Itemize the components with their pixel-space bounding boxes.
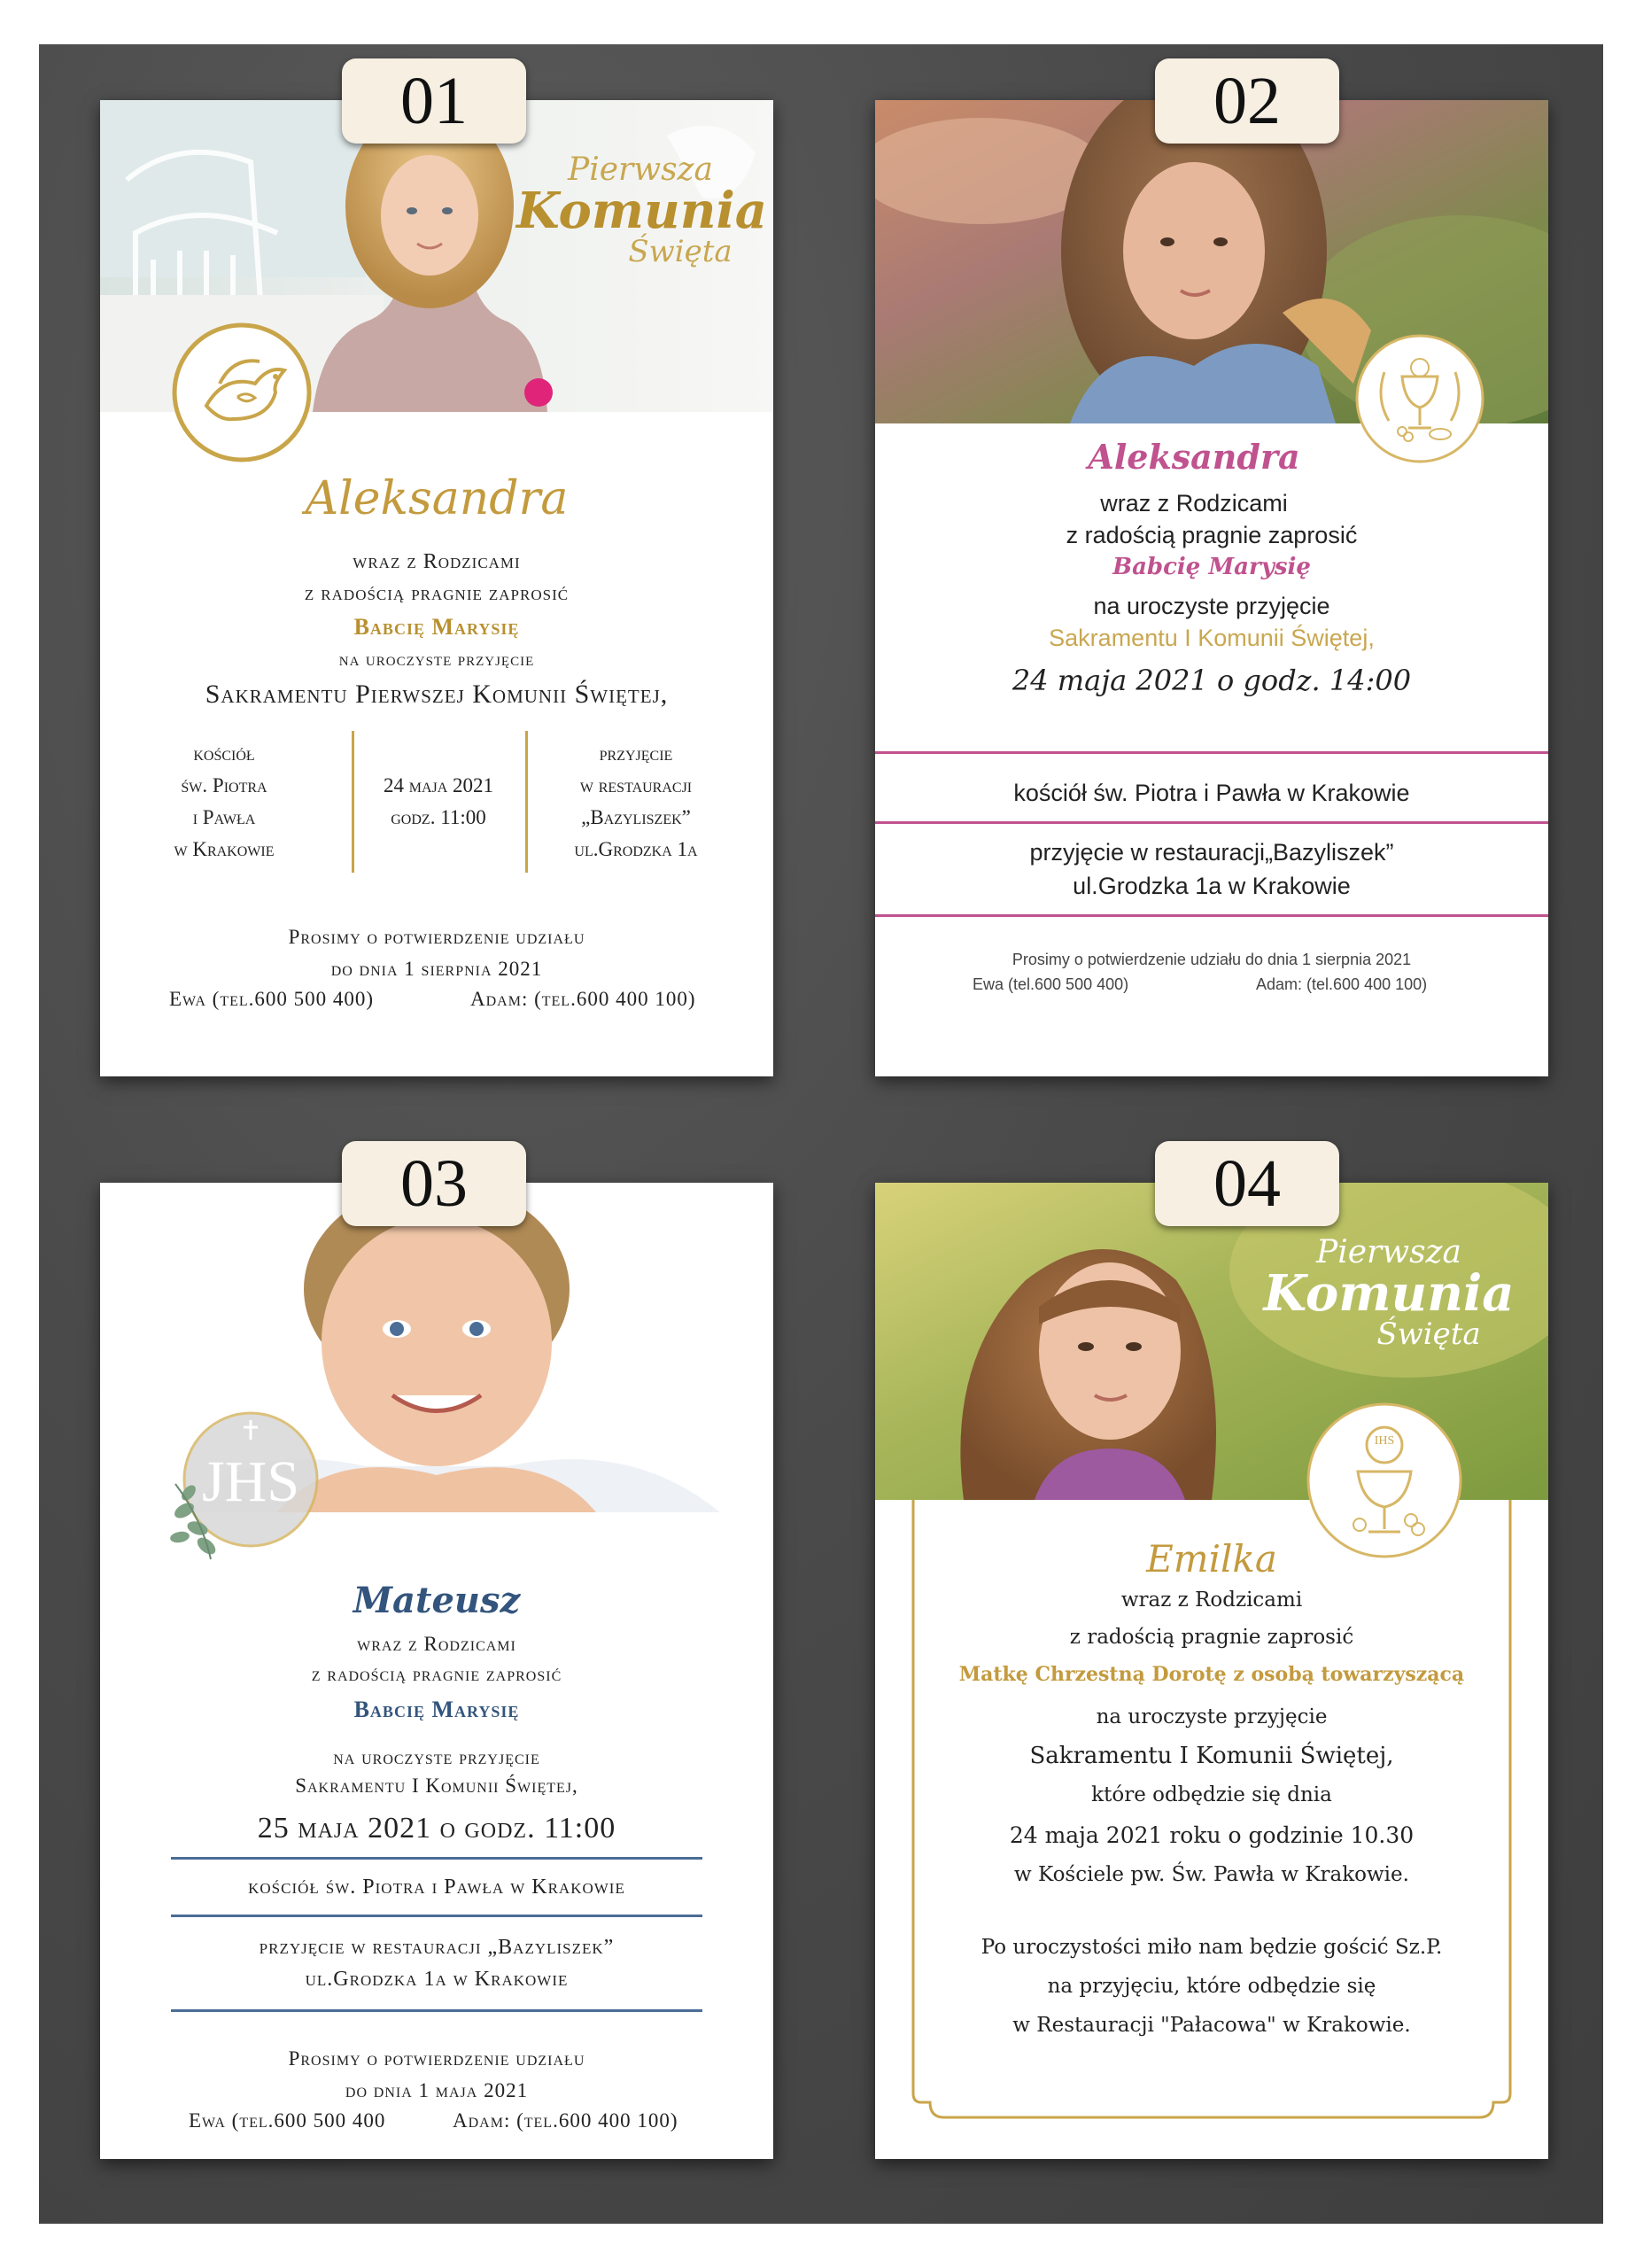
invitation-card-02 — [875, 100, 1548, 1076]
contact-ewa: Ewa (tel.600 500 400) — [169, 988, 375, 1010]
title-word-pierwsza: Pierwsza — [1316, 1234, 1461, 1270]
line-reception: na uroczyste przyjęcie — [333, 1746, 540, 1768]
invitation-card-03 — [100, 1183, 773, 2159]
line-reception: na uroczyste przyjęcie — [338, 648, 535, 670]
line-invite: z radością pragnie zaprosić — [304, 582, 570, 605]
card-number-tab: 02 — [1155, 58, 1339, 144]
jhs-monogram: JHS — [201, 1449, 300, 1514]
child-name: Aleksandra — [305, 472, 569, 525]
line-with-parents: wraz z Rodzicami — [353, 550, 521, 573]
card-number-tab: 01 — [342, 58, 526, 144]
guest-name: Matkę Chrzestną Dorotę z osobą towarzyszącą — [958, 1663, 1465, 1686]
reception-line: przyjęcie — [599, 742, 673, 765]
church-column — [136, 738, 313, 866]
line-reception: na uroczyste przyjęcie — [1096, 1705, 1328, 1728]
divider-line — [171, 1915, 702, 1917]
reception-address: ul.Grodzka 1a w Krakowie — [1073, 873, 1351, 899]
invitation-card-04 — [875, 1183, 1548, 2159]
contact-adam: Adam: (tel.600 400 100) — [453, 2109, 678, 2132]
pierwsza-komunia-title — [1256, 1236, 1522, 1351]
child-name: Mateusz — [353, 1580, 521, 1621]
date-time: 24 maja 2021 roku o godzinie 10.30 — [1009, 1822, 1415, 1848]
date-text: 24 maja 2021 — [383, 774, 494, 796]
title-word-komunia: Komunia — [1263, 1264, 1515, 1323]
jhs-icon — [158, 1404, 326, 1573]
reception-line: na przyjęciu, które odbędzie się — [1047, 1975, 1376, 1998]
title-word-pierwsza: Pierwsza — [568, 151, 713, 188]
date-time: 25 maja 2021 o godz. 11:00 — [257, 1812, 616, 1845]
guest-name: Babcię Marysię — [353, 614, 520, 640]
reception-venue: przyjęcie w restauracji„Bazyliszek” — [1029, 839, 1394, 866]
rsvp-line: Prosimy o potwierdzenie udziału — [288, 2047, 585, 2070]
divider-line — [171, 1857, 702, 1860]
divider-line — [171, 2009, 702, 2012]
divider-line — [875, 751, 1548, 754]
contact-ewa: Ewa (tel.600 500 400) — [973, 975, 1129, 993]
rsvp-line: Prosimy o potwierdzenie udziału — [288, 926, 585, 948]
reception-line: w restauracji — [579, 774, 693, 796]
time-text: godz. 11:00 — [391, 806, 486, 828]
rsvp-line: Prosimy o potwierdzenie udziału do dnia 1 sierpnia 2021 — [1012, 951, 1412, 968]
reception-line: „Bazyliszek” — [581, 806, 691, 828]
line-event: które odbędzie się dnia — [1091, 1783, 1332, 1806]
contact-adam: Adam: (tel.600 400 100) — [470, 988, 696, 1010]
line-with-parents: wraz z Rodzicami — [1100, 490, 1288, 517]
divider-line — [525, 731, 528, 873]
card-number-tab: 03 — [342, 1141, 526, 1226]
pierwsza-komunia-title — [516, 151, 768, 269]
title-word-swieta: Święta — [1376, 1317, 1481, 1352]
guest-name: Babcię Marysię — [1112, 554, 1311, 580]
church-line: kościół — [193, 742, 255, 765]
child-name: Aleksandra — [1088, 437, 1300, 477]
date-time: 24 maja 2021 o godz. 14:00 — [1012, 664, 1412, 697]
reception-venue: w Restauracji "Pałacowa" w Krakowie. — [1012, 2014, 1411, 2037]
card-number-tab: 04 — [1155, 1141, 1339, 1226]
line-sacrament: Sakramentu I Komunii Świętej, — [1029, 1743, 1394, 1769]
church-line: w Krakowie — [174, 838, 275, 860]
line-with-parents: wraz z Rodzicami — [357, 1633, 516, 1655]
rsvp-date: do dnia 1 sierpnia 2021 — [330, 958, 543, 980]
reception-address: ul.Grodzka 1a w Krakowie — [305, 1968, 569, 1991]
reception-column — [534, 738, 738, 866]
dove-icon — [171, 322, 313, 463]
divider-line — [875, 821, 1548, 824]
divider-line — [352, 731, 354, 873]
reception-line: ul.Grodzka 1a — [574, 838, 698, 860]
line-invite: z radością pragnie zaprosić — [1066, 522, 1358, 548]
divider-line — [875, 914, 1548, 917]
church-venue: w Kościele pw. Św. Pawła w Krakowie. — [1014, 1863, 1409, 1886]
line-sacrament: Sakramentu Pierwszej Komunii Świętej, — [205, 680, 669, 709]
line-invite: z radością pragnie zaprosić — [311, 1663, 562, 1685]
title-word-komunia: Komunia — [516, 182, 768, 240]
guest-name: Babcię Marysię — [353, 1697, 520, 1722]
line-reception: na uroczyste przyjęcie — [1093, 593, 1330, 619]
reception-venue: przyjęcie w restauracji „Bazyliszek” — [259, 1936, 615, 1959]
ihs-monogram: IHS — [1374, 1434, 1395, 1448]
line-with-parents: wraz z Rodzicami — [1120, 1588, 1303, 1612]
invitation-card-01 — [100, 100, 773, 1076]
church-venue: kościół św. Piotra i Pawła w Krakowie — [248, 1876, 625, 1899]
date-column — [357, 770, 520, 834]
contact-ewa: Ewa (tel.600 500 400 — [189, 2109, 386, 2132]
child-name: Emilka — [1146, 1537, 1277, 1581]
church-venue: kościół św. Piotra i Pawła w Krakowie — [1013, 780, 1410, 806]
line-sacrament: Sakramentu I Komunii Świętej, — [1049, 625, 1375, 651]
after-ceremony-line: Po uroczystości miło nam będzie gościć Sz.P. — [981, 1936, 1443, 1959]
title-word-swieta: Święta — [628, 234, 732, 269]
church-line: św. Piotra — [181, 774, 267, 796]
church-line: i Pawła — [192, 806, 256, 828]
line-invite: z radością pragnie zaprosić — [1069, 1626, 1354, 1649]
rsvp-date: do dnia 1 maja 2021 — [345, 2079, 529, 2101]
contact-adam: Adam: (tel.600 400 100) — [1256, 975, 1428, 993]
line-sacrament: Sakramentu I Komunii Świętej, — [295, 1775, 578, 1797]
